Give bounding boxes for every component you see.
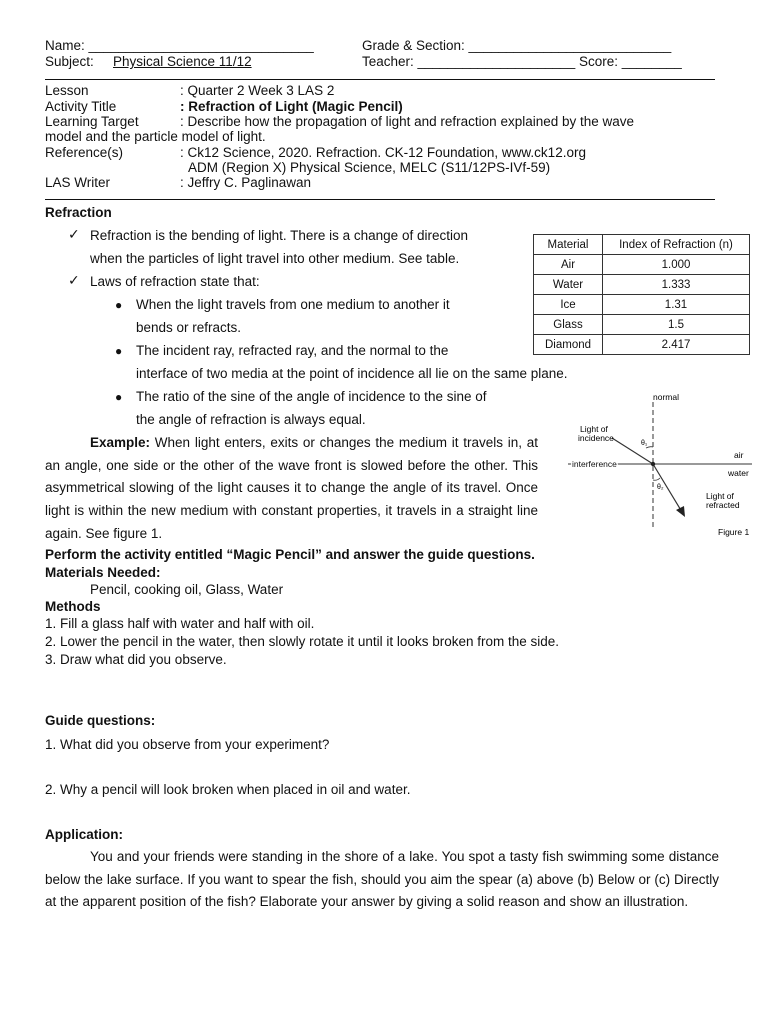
figure-caption: Figure 1 (718, 527, 750, 537)
method-step: 2. Lower the pencil in the water, then slowly rotate it until it looks broken from the side. (45, 634, 560, 649)
law-3-cont: the angle of refraction is always equal. (136, 412, 366, 427)
info-value: : Describe how the propagation of light and refraction explained by the wave (180, 114, 635, 129)
refracted-label-2: refracted (706, 500, 740, 510)
angle-arc-2 (653, 478, 660, 480)
refraction-point-1: Refraction is the bending of light. There is a change of direction (90, 228, 468, 243)
materials-heading: Materials Needed: (45, 565, 161, 580)
info-divider (45, 199, 715, 200)
table-cell: 1.5 (603, 315, 750, 335)
incidence-label-2: incidence (578, 433, 614, 443)
table-row (534, 275, 750, 295)
activity-title: : Refraction of Light (Magic Pencil) (180, 99, 403, 114)
table-row (534, 255, 750, 275)
interference-label: interference (572, 459, 617, 469)
law-1: When the light travels from one medium to another it (136, 297, 450, 312)
checkmark-icon: ✓ (68, 272, 80, 288)
theta2-label: θ₂ (657, 484, 664, 491)
refracted-arrowhead (676, 506, 685, 517)
table-cell: Glass (534, 315, 603, 335)
example-paragraph (45, 432, 538, 546)
info-value: : Jeffry C. Paglinawan (180, 175, 312, 190)
table-cell: 2.417 (603, 335, 750, 355)
refraction-point-1-cont: when the particles of light travel into other medium. See table. (90, 251, 460, 266)
refraction-index-table (533, 234, 750, 355)
table-cell: 1.000 (603, 255, 750, 275)
info-label: Learning Target (45, 114, 139, 129)
theta1-label: θ₁ (641, 440, 648, 447)
info-label: Activity Title (45, 99, 117, 114)
incidence-point (651, 462, 655, 466)
bullet-icon: ● (115, 298, 123, 312)
incidence-label-1: Light of (580, 424, 608, 434)
table-row (534, 315, 750, 335)
table-cell: Water (534, 275, 603, 295)
name-field: Name: ______________________________ (45, 38, 314, 53)
bullet-icon: ● (115, 344, 123, 358)
example-label: Example: (90, 435, 151, 450)
info-label: Reference(s) (45, 145, 124, 160)
table-cell: Ice (534, 295, 603, 315)
activity-instruction: Perform the activity entitled “Magic Pencil” and answer the guide questions. (45, 547, 535, 562)
law-3: The ratio of the sine of the angle of incidence to the sine of (136, 389, 487, 404)
table-cell: 1.333 (603, 275, 750, 295)
refracted-label-1: Light of (706, 491, 734, 501)
law-2-cont: interface of two media at the point of incidence all lie on the same plane. (136, 366, 568, 381)
table-row (534, 295, 750, 315)
guide-question: 1. What did you observe from your experiment? (45, 737, 330, 752)
application-heading: Application: (45, 827, 123, 842)
info-value: : Quarter 2 Week 3 LAS 2 (180, 83, 335, 98)
checkmark-icon: ✓ (68, 226, 80, 242)
info-value: model and the particle model of light. (45, 129, 266, 144)
header-divider (45, 79, 715, 80)
refraction-heading: Refraction (45, 205, 112, 220)
refraction-figure (560, 388, 755, 540)
table-header-row (534, 235, 750, 255)
application-text: You and your friends were standing in the shore of a lake. You spot a tasty fish swimming some distance below the lake surface. If you want to spear the fish, should you aim the spear (a) above (b) Below or (c) Directly at the apparent position of the fish? Elaborate your answer by giving a solid reason and show an illustration. (45, 849, 719, 910)
info-value: ADM (Region X) Physical Science, MELC (S11/12PS-IVf-59) (188, 160, 551, 175)
example-text: When light enters, exits or changes the medium it travels in, at an angle, one side or the other of the wave front is slowed before the other. This asymmetrical slowing of the light causes it to change the angle of its travel. Once light is within the new medium with constant properties, it travels in a straight line again. See figure 1. (45, 435, 538, 541)
bullet-icon: ● (115, 390, 123, 404)
air-label: air (734, 450, 744, 460)
table-header: Material (534, 235, 603, 255)
methods-heading: Methods (45, 599, 101, 614)
refraction-point-2: Laws of refraction state that: (90, 274, 260, 289)
info-value: : Ck12 Science, 2020. Refraction. CK-12 Foundation, www.ck12.org (180, 145, 586, 160)
method-step: 3. Draw what did you observe. (45, 652, 227, 667)
table-cell: 1.31 (603, 295, 750, 315)
table-header: Index of Refraction (n) (603, 235, 750, 255)
subject-label: Subject: (45, 54, 94, 69)
law-2: The incident ray, refracted ray, and the normal to the (136, 343, 449, 358)
table-cell: Diamond (534, 335, 603, 355)
subject-value: Physical Science 11/12 (113, 54, 252, 69)
water-label: water (728, 468, 749, 478)
materials-list: Pencil, cooking oil, Glass, Water (90, 582, 284, 597)
normal-label: normal (653, 392, 679, 402)
info-label: LAS Writer (45, 175, 111, 190)
method-step: 1. Fill a glass half with water and half with oil. (45, 616, 315, 631)
teacher-score-field: Teacher: _____________________ Score: ________ (362, 54, 682, 69)
table-cell: Air (534, 255, 603, 275)
guide-heading: Guide questions: (45, 713, 156, 728)
table-row (534, 335, 750, 355)
info-label: Lesson (45, 83, 89, 98)
grade-section-field: Grade & Section: ___________________________ (362, 38, 672, 53)
law-1-cont: bends or refracts. (136, 320, 242, 335)
guide-question: 2. Why a pencil will look broken when placed in oil and water. (45, 782, 411, 797)
